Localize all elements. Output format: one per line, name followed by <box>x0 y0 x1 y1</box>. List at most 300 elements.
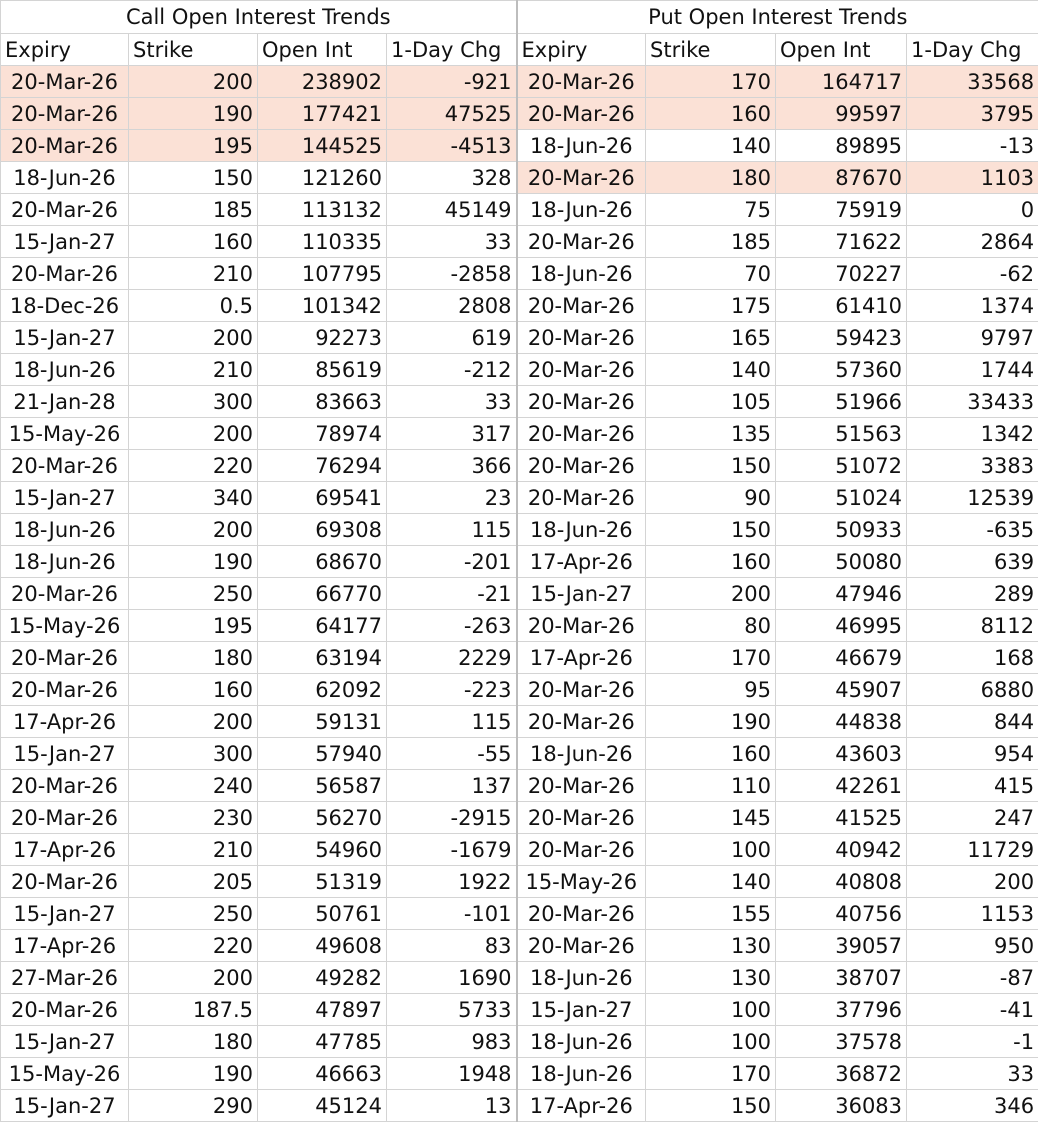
call-strike-cell: 200 <box>129 962 258 994</box>
call-open-int-cell: 62092 <box>258 674 387 706</box>
put-expiry-cell: 20-Mar-26 <box>517 226 646 258</box>
put-strike-cell: 140 <box>646 354 776 386</box>
put-section-title: Put Open Interest Trends <box>517 1 1038 34</box>
table-row <box>1 962 1038 994</box>
table-row <box>1 514 1038 546</box>
put-strike-cell: 190 <box>646 706 776 738</box>
put-chg-cell: -635 <box>907 514 1038 546</box>
call-strike-cell: 210 <box>129 354 258 386</box>
put-chg-cell: -41 <box>907 994 1038 1026</box>
call-chg-cell: -2858 <box>387 258 517 290</box>
call-open-int-cell: 63194 <box>258 642 387 674</box>
call-expiry-cell: 15-May-26 <box>1 1058 129 1090</box>
call-chg-cell: 983 <box>387 1026 517 1058</box>
put-open-int-cell: 61410 <box>776 290 907 322</box>
call-strike-cell: 210 <box>129 834 258 866</box>
put-open-int-cell: 46995 <box>776 610 907 642</box>
put-expiry-cell: 20-Mar-26 <box>517 418 646 450</box>
call-open-int-cell: 49282 <box>258 962 387 994</box>
call-strike-cell: 250 <box>129 578 258 610</box>
put-expiry-cell: 20-Mar-26 <box>517 610 646 642</box>
column-header-row <box>1 34 1038 66</box>
call-open-int-cell: 121260 <box>258 162 387 194</box>
put-open-int-cell: 89895 <box>776 130 907 162</box>
call-chg-cell: -2915 <box>387 802 517 834</box>
call-strike-cell: 150 <box>129 162 258 194</box>
call-strike-cell: 185 <box>129 194 258 226</box>
call-expiry-cell: 17-Apr-26 <box>1 930 129 962</box>
put-strike-cell: 150 <box>646 1090 776 1122</box>
call-open-int-cell: 69308 <box>258 514 387 546</box>
call-chg-cell: 83 <box>387 930 517 962</box>
call-open-int-cell: 66770 <box>258 578 387 610</box>
table-row <box>1 1058 1038 1090</box>
call-chg-cell: 328 <box>387 162 517 194</box>
call-col-expiry: Expiry <box>1 34 129 66</box>
group-header-row <box>1 1 1038 34</box>
put-chg-cell: -1 <box>907 1026 1038 1058</box>
put-open-int-cell: 45907 <box>776 674 907 706</box>
put-open-int-cell: 99597 <box>776 98 907 130</box>
table-row <box>1 866 1038 898</box>
put-col-expiry: Expiry <box>517 34 646 66</box>
call-expiry-cell: 15-Jan-27 <box>1 226 129 258</box>
call-chg-cell: -21 <box>387 578 517 610</box>
call-strike-cell: 205 <box>129 866 258 898</box>
put-open-int-cell: 50080 <box>776 546 907 578</box>
call-strike-cell: 195 <box>129 130 258 162</box>
call-expiry-cell: 15-May-26 <box>1 418 129 450</box>
call-open-int-cell: 110335 <box>258 226 387 258</box>
put-strike-cell: 100 <box>646 994 776 1026</box>
put-strike-cell: 130 <box>646 930 776 962</box>
call-open-int-cell: 238902 <box>258 66 387 98</box>
call-expiry-cell: 20-Mar-26 <box>1 258 129 290</box>
put-open-int-cell: 37796 <box>776 994 907 1026</box>
table-row <box>1 994 1038 1026</box>
put-expiry-cell: 20-Mar-26 <box>517 482 646 514</box>
table-row <box>1 130 1038 162</box>
table-body <box>1 66 1038 1122</box>
call-open-int-cell: 113132 <box>258 194 387 226</box>
call-expiry-cell: 20-Mar-26 <box>1 770 129 802</box>
call-expiry-cell: 20-Mar-26 <box>1 98 129 130</box>
put-strike-cell: 185 <box>646 226 776 258</box>
put-expiry-cell: 17-Apr-26 <box>517 546 646 578</box>
put-expiry-cell: 20-Mar-26 <box>517 770 646 802</box>
put-open-int-cell: 41525 <box>776 802 907 834</box>
put-expiry-cell: 20-Mar-26 <box>517 98 646 130</box>
put-open-int-cell: 57360 <box>776 354 907 386</box>
call-strike-cell: 180 <box>129 642 258 674</box>
call-open-int-cell: 56270 <box>258 802 387 834</box>
put-strike-cell: 175 <box>646 290 776 322</box>
put-expiry-cell: 18-Jun-26 <box>517 258 646 290</box>
put-chg-cell: 289 <box>907 578 1038 610</box>
put-expiry-cell: 20-Mar-26 <box>517 898 646 930</box>
call-expiry-cell: 15-Jan-27 <box>1 738 129 770</box>
call-open-int-cell: 78974 <box>258 418 387 450</box>
call-open-int-cell: 56587 <box>258 770 387 802</box>
put-strike-cell: 130 <box>646 962 776 994</box>
put-open-int-cell: 37578 <box>776 1026 907 1058</box>
put-expiry-cell: 17-Apr-26 <box>517 1090 646 1122</box>
table-row <box>1 642 1038 674</box>
call-strike-cell: 200 <box>129 418 258 450</box>
call-chg-cell: 115 <box>387 514 517 546</box>
table-row <box>1 482 1038 514</box>
call-expiry-cell: 15-Jan-27 <box>1 1026 129 1058</box>
put-expiry-cell: 18-Jun-26 <box>517 738 646 770</box>
call-expiry-cell: 20-Mar-26 <box>1 450 129 482</box>
call-open-int-cell: 57940 <box>258 738 387 770</box>
call-strike-cell: 195 <box>129 610 258 642</box>
call-col-chg: 1-Day Chg <box>387 34 517 66</box>
call-strike-cell: 200 <box>129 514 258 546</box>
call-strike-cell: 200 <box>129 706 258 738</box>
call-expiry-cell: 15-Jan-27 <box>1 482 129 514</box>
put-expiry-cell: 18-Jun-26 <box>517 130 646 162</box>
call-strike-cell: 250 <box>129 898 258 930</box>
call-open-int-cell: 45124 <box>258 1090 387 1122</box>
call-expiry-cell: 17-Apr-26 <box>1 706 129 738</box>
put-expiry-cell: 15-Jan-27 <box>517 578 646 610</box>
call-chg-cell: 23 <box>387 482 517 514</box>
put-expiry-cell: 20-Mar-26 <box>517 674 646 706</box>
put-open-int-cell: 44838 <box>776 706 907 738</box>
table-row <box>1 1090 1038 1122</box>
put-open-int-cell: 47946 <box>776 578 907 610</box>
call-strike-cell: 200 <box>129 322 258 354</box>
call-strike-cell: 180 <box>129 1026 258 1058</box>
table-row <box>1 706 1038 738</box>
put-strike-cell: 70 <box>646 258 776 290</box>
call-expiry-cell: 20-Mar-26 <box>1 130 129 162</box>
table-row <box>1 418 1038 450</box>
put-strike-cell: 95 <box>646 674 776 706</box>
put-chg-cell: 2864 <box>907 226 1038 258</box>
table-row <box>1 226 1038 258</box>
table-row <box>1 66 1038 98</box>
call-chg-cell: 317 <box>387 418 517 450</box>
put-expiry-cell: 18-Jun-26 <box>517 194 646 226</box>
put-chg-cell: 6880 <box>907 674 1038 706</box>
put-chg-cell: 639 <box>907 546 1038 578</box>
call-open-int-cell: 76294 <box>258 450 387 482</box>
put-chg-cell: 33568 <box>907 66 1038 98</box>
put-strike-cell: 170 <box>646 66 776 98</box>
call-open-int-cell: 68670 <box>258 546 387 578</box>
put-chg-cell: 8112 <box>907 610 1038 642</box>
table-row <box>1 674 1038 706</box>
table-row <box>1 290 1038 322</box>
put-expiry-cell: 18-Jun-26 <box>517 1026 646 1058</box>
put-chg-cell: 3383 <box>907 450 1038 482</box>
call-expiry-cell: 20-Mar-26 <box>1 994 129 1026</box>
put-chg-cell: 954 <box>907 738 1038 770</box>
call-open-int-cell: 51319 <box>258 866 387 898</box>
put-expiry-cell: 18-Jun-26 <box>517 514 646 546</box>
put-expiry-cell: 18-Jun-26 <box>517 962 646 994</box>
put-open-int-cell: 51024 <box>776 482 907 514</box>
call-strike-cell: 290 <box>129 1090 258 1122</box>
call-strike-cell: 230 <box>129 802 258 834</box>
call-open-int-cell: 83663 <box>258 386 387 418</box>
call-strike-cell: 200 <box>129 66 258 98</box>
put-open-int-cell: 51966 <box>776 386 907 418</box>
put-chg-cell: 415 <box>907 770 1038 802</box>
put-strike-cell: 160 <box>646 98 776 130</box>
call-open-int-cell: 49608 <box>258 930 387 962</box>
put-open-int-cell: 39057 <box>776 930 907 962</box>
call-chg-cell: 33 <box>387 386 517 418</box>
put-chg-cell: 1103 <box>907 162 1038 194</box>
table-row <box>1 834 1038 866</box>
put-strike-cell: 145 <box>646 802 776 834</box>
put-chg-cell: 1744 <box>907 354 1038 386</box>
put-open-int-cell: 40808 <box>776 866 907 898</box>
call-chg-cell: -201 <box>387 546 517 578</box>
call-chg-cell: -212 <box>387 354 517 386</box>
put-open-int-cell: 40756 <box>776 898 907 930</box>
put-strike-cell: 90 <box>646 482 776 514</box>
call-chg-cell: 2808 <box>387 290 517 322</box>
table-row <box>1 386 1038 418</box>
table-row <box>1 802 1038 834</box>
put-chg-cell: 200 <box>907 866 1038 898</box>
put-strike-cell: 100 <box>646 834 776 866</box>
put-open-int-cell: 75919 <box>776 194 907 226</box>
call-strike-cell: 300 <box>129 738 258 770</box>
call-open-int-cell: 107795 <box>258 258 387 290</box>
put-open-int-cell: 87670 <box>776 162 907 194</box>
put-strike-cell: 160 <box>646 546 776 578</box>
put-chg-cell: 3795 <box>907 98 1038 130</box>
call-chg-cell: 1690 <box>387 962 517 994</box>
put-strike-cell: 155 <box>646 898 776 930</box>
put-expiry-cell: 15-Jan-27 <box>517 994 646 1026</box>
call-expiry-cell: 18-Jun-26 <box>1 354 129 386</box>
call-strike-cell: 160 <box>129 226 258 258</box>
call-chg-cell: 2229 <box>387 642 517 674</box>
call-chg-cell: 137 <box>387 770 517 802</box>
call-strike-cell: 0.5 <box>129 290 258 322</box>
call-open-int-cell: 50761 <box>258 898 387 930</box>
call-col-open-int: Open Int <box>258 34 387 66</box>
call-chg-cell: -1679 <box>387 834 517 866</box>
put-expiry-cell: 20-Mar-26 <box>517 834 646 866</box>
call-open-int-cell: 85619 <box>258 354 387 386</box>
call-open-int-cell: 47785 <box>258 1026 387 1058</box>
call-open-int-cell: 69541 <box>258 482 387 514</box>
call-open-int-cell: 144525 <box>258 130 387 162</box>
put-open-int-cell: 46679 <box>776 642 907 674</box>
put-chg-cell: 844 <box>907 706 1038 738</box>
call-open-int-cell: 59131 <box>258 706 387 738</box>
call-expiry-cell: 20-Mar-26 <box>1 674 129 706</box>
table-row <box>1 162 1038 194</box>
call-expiry-cell: 21-Jan-28 <box>1 386 129 418</box>
put-strike-cell: 110 <box>646 770 776 802</box>
call-strike-cell: 190 <box>129 98 258 130</box>
put-chg-cell: -13 <box>907 130 1038 162</box>
call-strike-cell: 240 <box>129 770 258 802</box>
put-open-int-cell: 71622 <box>776 226 907 258</box>
put-expiry-cell: 20-Mar-26 <box>517 450 646 482</box>
put-strike-cell: 170 <box>646 1058 776 1090</box>
call-expiry-cell: 15-Jan-27 <box>1 322 129 354</box>
table-row <box>1 1026 1038 1058</box>
call-expiry-cell: 18-Dec-26 <box>1 290 129 322</box>
call-open-int-cell: 101342 <box>258 290 387 322</box>
put-open-int-cell: 38707 <box>776 962 907 994</box>
put-open-int-cell: 40942 <box>776 834 907 866</box>
call-expiry-cell: 15-May-26 <box>1 610 129 642</box>
call-chg-cell: 33 <box>387 226 517 258</box>
put-chg-cell: 9797 <box>907 322 1038 354</box>
put-strike-cell: 135 <box>646 418 776 450</box>
put-expiry-cell: 20-Mar-26 <box>517 162 646 194</box>
call-open-int-cell: 46663 <box>258 1058 387 1090</box>
call-open-int-cell: 54960 <box>258 834 387 866</box>
table-row <box>1 770 1038 802</box>
call-section-title: Call Open Interest Trends <box>1 1 517 34</box>
put-col-chg: 1-Day Chg <box>907 34 1038 66</box>
put-open-int-cell: 36083 <box>776 1090 907 1122</box>
put-strike-cell: 150 <box>646 514 776 546</box>
put-open-int-cell: 36872 <box>776 1058 907 1090</box>
table-row <box>1 450 1038 482</box>
put-expiry-cell: 20-Mar-26 <box>517 290 646 322</box>
call-chg-cell: 45149 <box>387 194 517 226</box>
call-chg-cell: 115 <box>387 706 517 738</box>
put-col-strike: Strike <box>646 34 776 66</box>
put-chg-cell: 1374 <box>907 290 1038 322</box>
call-col-strike: Strike <box>129 34 258 66</box>
call-strike-cell: 190 <box>129 546 258 578</box>
put-strike-cell: 105 <box>646 386 776 418</box>
put-chg-cell: 0 <box>907 194 1038 226</box>
call-chg-cell: 5733 <box>387 994 517 1026</box>
put-open-int-cell: 51072 <box>776 450 907 482</box>
put-strike-cell: 150 <box>646 450 776 482</box>
put-expiry-cell: 20-Mar-26 <box>517 930 646 962</box>
call-chg-cell: -223 <box>387 674 517 706</box>
call-chg-cell: 1922 <box>387 866 517 898</box>
put-expiry-cell: 20-Mar-26 <box>517 322 646 354</box>
call-expiry-cell: 18-Jun-26 <box>1 546 129 578</box>
put-open-int-cell: 51563 <box>776 418 907 450</box>
put-strike-cell: 140 <box>646 130 776 162</box>
put-open-int-cell: 164717 <box>776 66 907 98</box>
call-expiry-cell: 20-Mar-26 <box>1 578 129 610</box>
put-chg-cell: 1342 <box>907 418 1038 450</box>
put-expiry-cell: 20-Mar-26 <box>517 706 646 738</box>
call-strike-cell: 160 <box>129 674 258 706</box>
call-open-int-cell: 177421 <box>258 98 387 130</box>
put-chg-cell: -87 <box>907 962 1038 994</box>
put-chg-cell: 1153 <box>907 898 1038 930</box>
put-strike-cell: 100 <box>646 1026 776 1058</box>
put-chg-cell: 33433 <box>907 386 1038 418</box>
put-chg-cell: 168 <box>907 642 1038 674</box>
table-row <box>1 898 1038 930</box>
call-expiry-cell: 15-Jan-27 <box>1 898 129 930</box>
put-strike-cell: 160 <box>646 738 776 770</box>
table-row <box>1 194 1038 226</box>
put-strike-cell: 200 <box>646 578 776 610</box>
table-row <box>1 578 1038 610</box>
put-open-int-cell: 42261 <box>776 770 907 802</box>
call-expiry-cell: 17-Apr-26 <box>1 834 129 866</box>
put-chg-cell: 247 <box>907 802 1038 834</box>
call-expiry-cell: 15-Jan-27 <box>1 1090 129 1122</box>
put-expiry-cell: 20-Mar-26 <box>517 66 646 98</box>
call-chg-cell: 366 <box>387 450 517 482</box>
call-open-int-cell: 64177 <box>258 610 387 642</box>
put-strike-cell: 80 <box>646 610 776 642</box>
put-chg-cell: 33 <box>907 1058 1038 1090</box>
put-chg-cell: 950 <box>907 930 1038 962</box>
put-open-int-cell: 50933 <box>776 514 907 546</box>
call-strike-cell: 210 <box>129 258 258 290</box>
call-open-int-cell: 47897 <box>258 994 387 1026</box>
call-chg-cell: -55 <box>387 738 517 770</box>
call-expiry-cell: 18-Jun-26 <box>1 162 129 194</box>
call-expiry-cell: 20-Mar-26 <box>1 66 129 98</box>
put-chg-cell: 346 <box>907 1090 1038 1122</box>
put-strike-cell: 180 <box>646 162 776 194</box>
put-strike-cell: 140 <box>646 866 776 898</box>
table-row <box>1 258 1038 290</box>
call-expiry-cell: 20-Mar-26 <box>1 802 129 834</box>
call-expiry-cell: 27-Mar-26 <box>1 962 129 994</box>
table-row <box>1 546 1038 578</box>
call-chg-cell: -263 <box>387 610 517 642</box>
put-chg-cell: 11729 <box>907 834 1038 866</box>
table-row <box>1 738 1038 770</box>
put-open-int-cell: 70227 <box>776 258 907 290</box>
call-expiry-cell: 20-Mar-26 <box>1 866 129 898</box>
put-chg-cell: -62 <box>907 258 1038 290</box>
call-expiry-cell: 20-Mar-26 <box>1 194 129 226</box>
table-row <box>1 354 1038 386</box>
call-chg-cell: -4513 <box>387 130 517 162</box>
call-strike-cell: 187.5 <box>129 994 258 1026</box>
table-row <box>1 98 1038 130</box>
call-chg-cell: 13 <box>387 1090 517 1122</box>
put-col-open-int: Open Int <box>776 34 907 66</box>
table-row <box>1 610 1038 642</box>
put-expiry-cell: 15-May-26 <box>517 866 646 898</box>
table-row <box>1 930 1038 962</box>
put-expiry-cell: 20-Mar-26 <box>517 386 646 418</box>
put-open-int-cell: 59423 <box>776 322 907 354</box>
call-strike-cell: 300 <box>129 386 258 418</box>
put-strike-cell: 170 <box>646 642 776 674</box>
put-expiry-cell: 17-Apr-26 <box>517 642 646 674</box>
call-chg-cell: -921 <box>387 66 517 98</box>
call-strike-cell: 220 <box>129 930 258 962</box>
put-strike-cell: 75 <box>646 194 776 226</box>
put-chg-cell: 12539 <box>907 482 1038 514</box>
put-open-int-cell: 43603 <box>776 738 907 770</box>
call-chg-cell: 619 <box>387 322 517 354</box>
call-chg-cell: 1948 <box>387 1058 517 1090</box>
put-expiry-cell: 20-Mar-26 <box>517 802 646 834</box>
call-strike-cell: 190 <box>129 1058 258 1090</box>
call-expiry-cell: 18-Jun-26 <box>1 514 129 546</box>
